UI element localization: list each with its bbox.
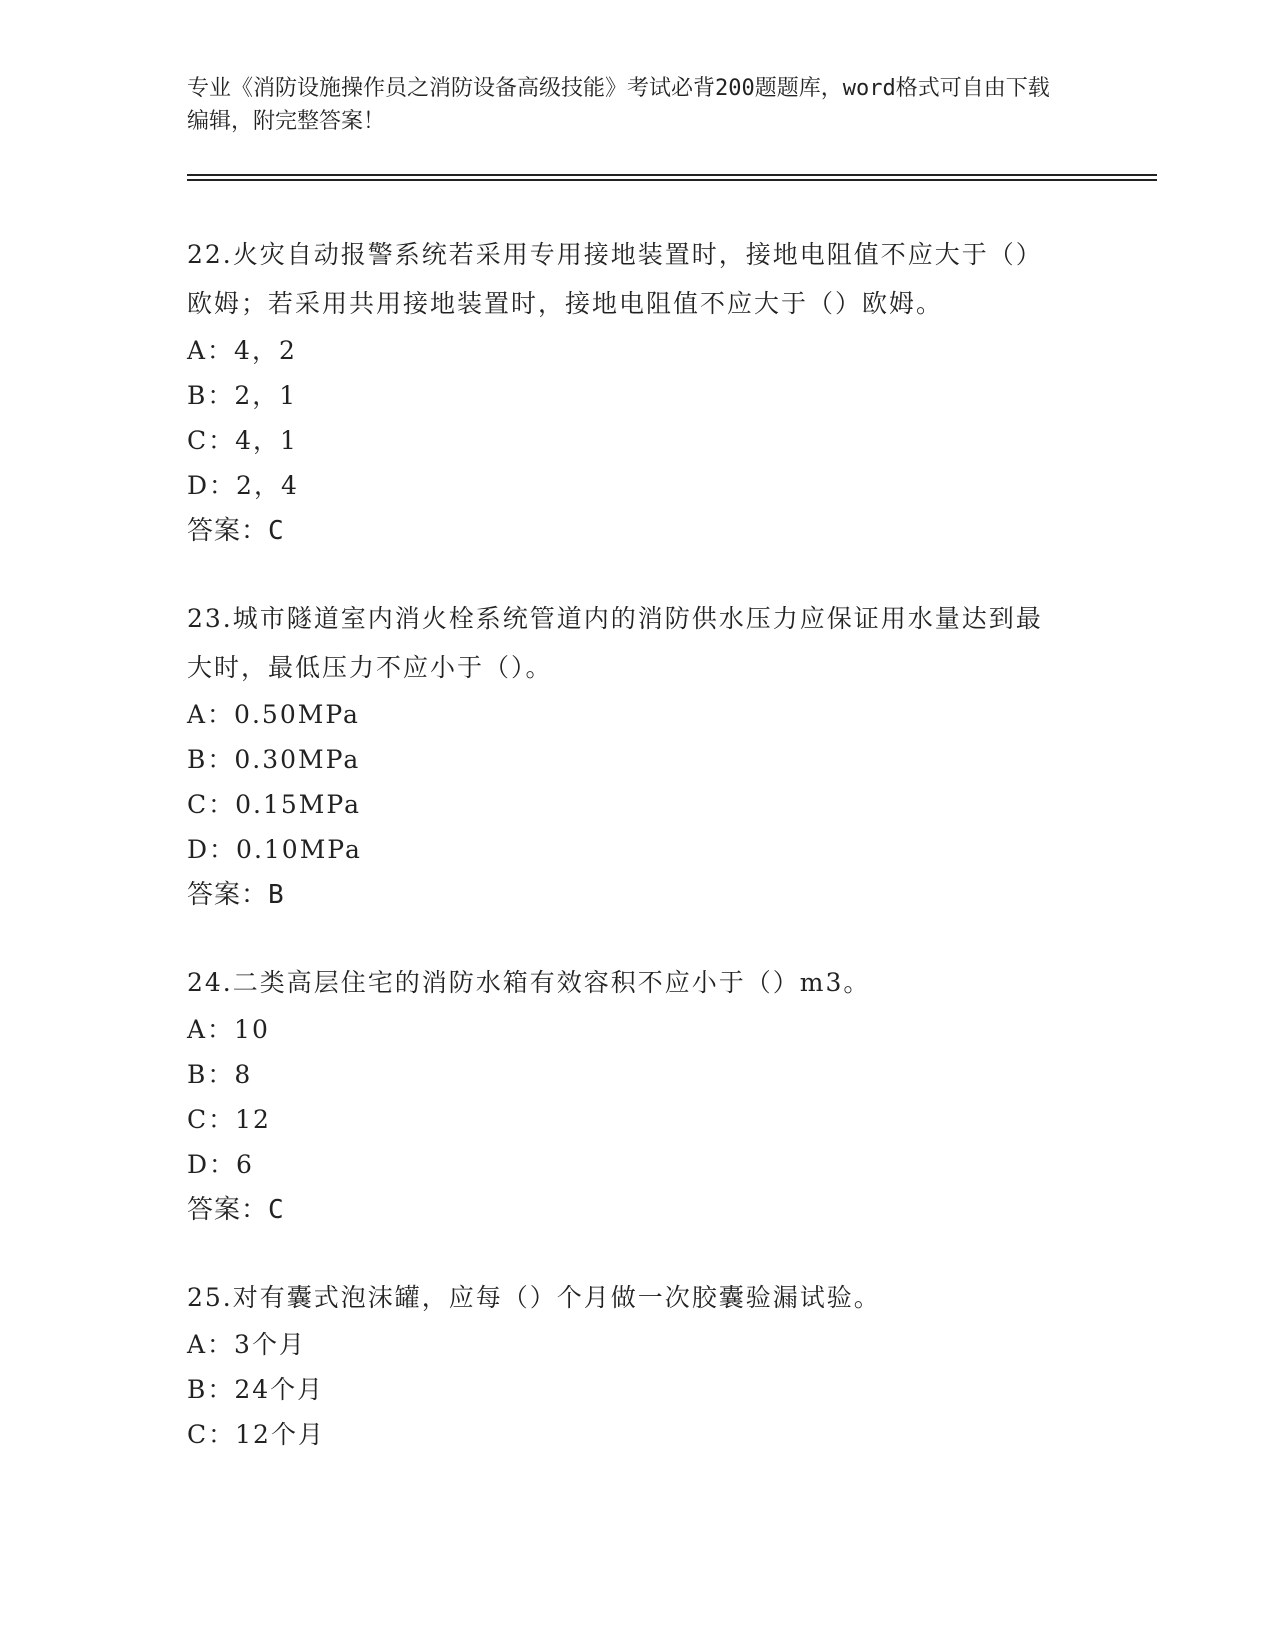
option-d: D：0.10MPa [187, 835, 362, 864]
option-c: C：0.15MPa [187, 790, 361, 819]
question-text: 24.二类高层住宅的消防水箱有效容积不应小于（）m3。 [187, 968, 871, 997]
option-b: B：0.30MPa [187, 745, 361, 774]
option-d: D：6 [187, 1150, 254, 1179]
document-header: 专业《消防设施操作员之消防设备高级技能》考试必背200题题库，word格式可自由下载编辑，附完整答案！ [187, 76, 1050, 134]
option-b: B：24个月 [187, 1375, 325, 1404]
option-d: D：2，4 [187, 471, 299, 500]
option-c: C：4，1 [187, 426, 298, 455]
option-c: C：12 [187, 1105, 271, 1134]
answer: 答案：C [187, 516, 285, 546]
option-c: C：12个月 [187, 1420, 325, 1449]
document-page [187, 72, 1157, 1457]
question-25 [187, 1273, 1157, 1457]
option-b: B：8 [187, 1060, 253, 1089]
question-text: 23.城市隧道室内消火栓系统管道内的消防供水压力应保证用水量达到最大时，最低压力不应小于（）。 [187, 604, 1043, 682]
option-a: A：4，2 [187, 336, 297, 365]
answer: 答案：C [187, 1195, 285, 1225]
question-22 [187, 230, 1157, 554]
question-text: 25.对有囊式泡沫罐，应每（）个月做一次胶囊验漏试验。 [187, 1283, 881, 1312]
question-23 [187, 594, 1157, 918]
header-divider [187, 174, 1157, 181]
divider-line [187, 179, 1157, 181]
answer: 答案：B [187, 880, 285, 910]
option-a: A：0.50MPa [187, 700, 360, 729]
option-b: B：2，1 [187, 381, 298, 410]
option-a: A：3个月 [187, 1330, 306, 1359]
question-text: 22.火灾自动报警系统若采用专用接地装置时，接地电阻值不应大于（）欧姆；若采用共用接地装置时，接地电阻值不应大于（）欧姆。 [187, 240, 1043, 318]
question-24 [187, 958, 1157, 1233]
divider-line [187, 174, 1157, 176]
option-a: A：10 [187, 1015, 270, 1044]
